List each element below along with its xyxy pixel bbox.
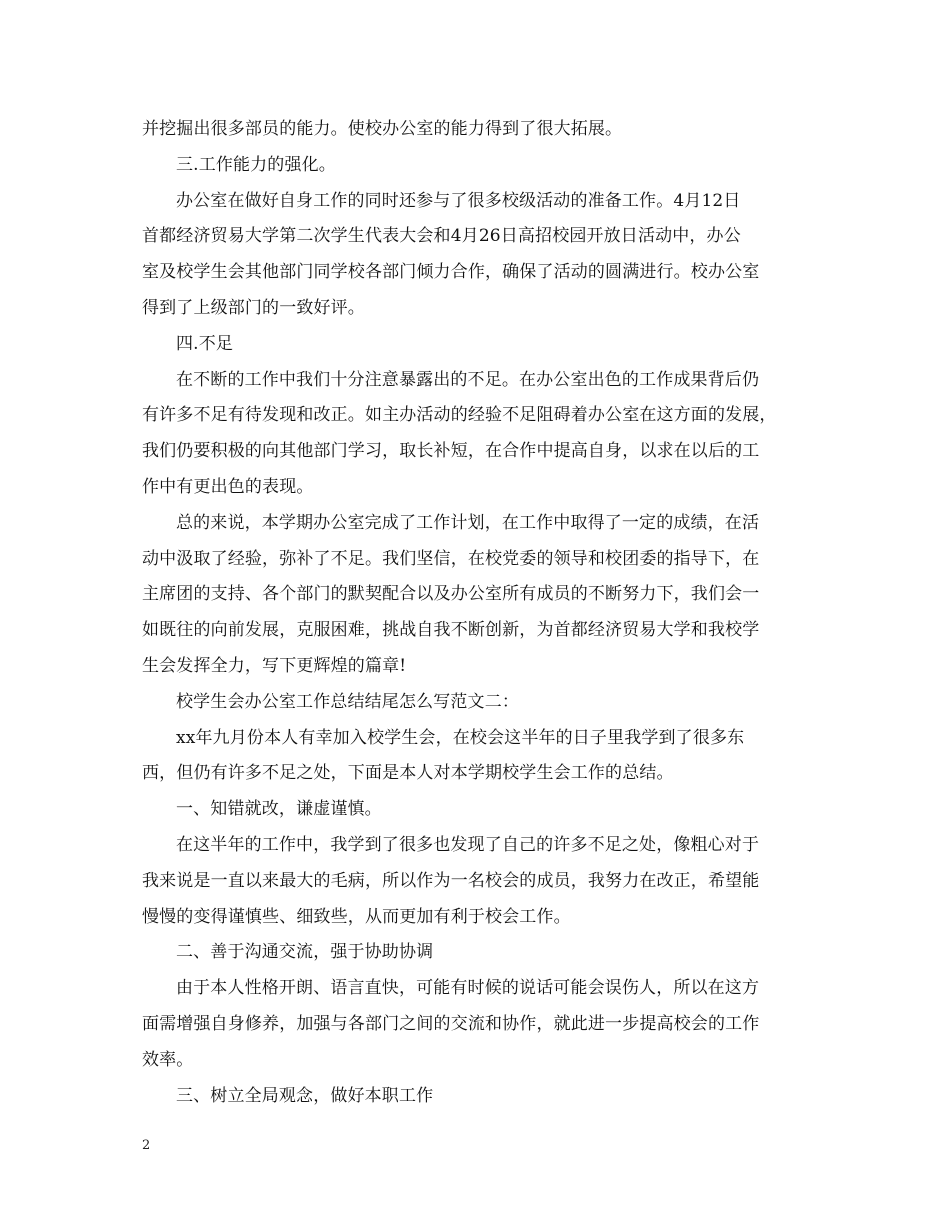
text-line: 四.不足 bbox=[176, 333, 234, 354]
paragraph bbox=[142, 828, 812, 935]
paragraph bbox=[142, 935, 812, 971]
text-line: 得到了上级部门的一致好评。 bbox=[142, 297, 365, 318]
text-line: 总的来说，本学期办公室完成了工作计划，在工作中取得了一定的成绩，在活 bbox=[176, 512, 760, 533]
text-line: 在不断的工作中我们十分注意暴露出的不足。在办公室出色的工作成果背后仍 bbox=[176, 369, 760, 390]
text-line: 并挖掘出很多部员的能力。使校办公室的能力得到了很大拓展。 bbox=[142, 119, 623, 139]
text-line: 首都经济贸易大学第二次学生代表大会和4月26日高招校园开放日活动中，办公 bbox=[142, 226, 741, 247]
text-line: 有许多不足有待发现和改正。如主办活动的经验不足阻碍着办公室在这方面的发展， bbox=[142, 405, 777, 426]
text-line: 慢慢的变得谨慎些、细致些，从而更加有利于校会工作。 bbox=[142, 906, 571, 927]
text-line: 动中汲取了经验，弥补了不足。我们坚信，在校党委的领导和校团委的指导下，在 bbox=[142, 548, 760, 569]
text-line: 效率。 bbox=[142, 1049, 194, 1070]
text-line: 作中有更出色的表现。 bbox=[142, 476, 314, 497]
paragraph bbox=[142, 148, 812, 184]
paragraph bbox=[142, 112, 812, 148]
text-line: 西，但仍有许多不足之处，下面是本人对本学期校学生会工作的总结。 bbox=[142, 763, 674, 784]
paragraph bbox=[142, 721, 812, 793]
paragraph bbox=[142, 184, 812, 327]
text-line: 室及校学生会其他部门同学校各部门倾力合作，确保了活动的圆满进行。校办公室 bbox=[142, 262, 760, 283]
text-line: 三.工作能力的强化。 bbox=[176, 154, 336, 175]
text-line: 校学生会办公室工作总结结尾怎么写范文二： bbox=[176, 691, 519, 712]
text-line: 在这半年的工作中，我学到了很多也发现了自己的许多不足之处，像粗心对于 bbox=[176, 834, 760, 855]
paragraph bbox=[142, 363, 812, 506]
text-line: 我来说是一直以来最大的毛病，所以作为一名校会的成员，我努力在改正，希望能 bbox=[142, 870, 760, 891]
text-line: 二、善于沟通交流，强于协助协调 bbox=[176, 942, 434, 963]
paragraph bbox=[142, 685, 812, 721]
text-line: 一、知错就改，谦虚谨慎。 bbox=[176, 799, 382, 820]
paragraph bbox=[142, 971, 812, 1078]
text-line: 主席团的支持、各个部门的默契配合以及办公室所有成员的不断努力下，我们会一 bbox=[142, 584, 760, 605]
paragraph bbox=[142, 1079, 812, 1115]
paragraph bbox=[142, 506, 812, 685]
text-line: 我们仍要积极的向其他部门学习，取长补短，在合作中提高自身，以求在以后的工 bbox=[142, 441, 760, 462]
text-line: 面需增强自身修养，加强与各部门之间的交流和协作，就此进一步提高校会的工作 bbox=[142, 1013, 760, 1034]
text-line: 生会发挥全力，写下更辉煌的篇章! bbox=[142, 655, 407, 676]
page-number: 2 bbox=[142, 1138, 151, 1153]
text-line: 三、树立全局观念，做好本职工作 bbox=[176, 1085, 434, 1106]
paragraph bbox=[142, 792, 812, 828]
paragraph bbox=[142, 327, 812, 363]
text-line: 办公室在做好自身工作的同时还参与了很多校级活动的准备工作。4月12日 bbox=[176, 190, 741, 211]
document-body bbox=[142, 112, 812, 1114]
text-line: 如既往的向前发展，克服困难，挑战自我不断创新，为首都经济贸易大学和我校学 bbox=[142, 620, 760, 641]
text-line: xx年九月份本人有幸加入校学生会，在校会这半年的日子里我学到了很多东 bbox=[176, 727, 745, 748]
text-line: 由于本人性格开朗、语言直快，可能有时候的说话可能会误伤人，所以在这方 bbox=[176, 978, 760, 999]
